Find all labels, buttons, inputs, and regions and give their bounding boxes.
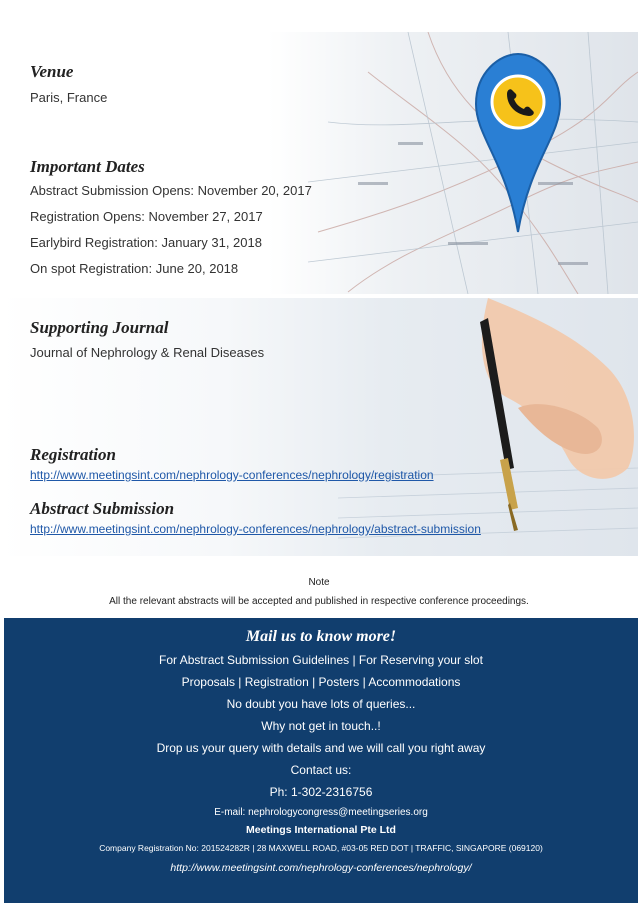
footer-line: Drop us your query with details and we will call you right away [156,741,486,755]
map-background-image [308,32,638,294]
registration-link[interactable]: http://www.meetingsint.com/nephrology-conferences/nephrology/registration [30,468,434,482]
date-item: On spot Registration: June 20, 2018 [30,261,239,276]
registration-heading: Registration [30,445,116,464]
footer-line: Proposals | Registration | Posters | Accommodations [181,675,461,689]
mail-us-title: Mail us to know more! [245,628,397,645]
hand-pen-image [338,298,638,556]
date-item: Registration Opens: November 27, 2017 [30,209,263,224]
footer-line: Why not get in touch..! [261,719,381,733]
phone-number: Ph: 1-302-2316756 [269,785,373,799]
company-registration: Company Registration No: 201524282R | 28 MAXWELL ROAD, #03-05 RED DOT | TRAFFIC, SINGAPORE (069120) [99,843,543,853]
note-title: Note [308,577,330,588]
email-address[interactable]: E-mail: nephrologycongress@meetingseries.org [214,807,428,818]
abstract-submission-link[interactable]: http://www.meetingsint.com/nephrology-conferences/nephrology/abstract-submission [30,522,481,536]
date-item: Abstract Submission Opens: November 20, 2017 [30,183,312,198]
supporting-journal-value: Journal of Nephrology & Renal Diseases [30,345,265,360]
contact-footer [4,618,638,903]
supporting-journal-heading: Supporting Journal [30,318,169,337]
abstract-submission-heading: Abstract Submission [30,499,175,518]
website-link[interactable]: http://www.meetingsint.com/nephrology-conferences/nephrology/ [170,862,472,874]
company-name: Meetings International Pte Ltd [246,824,396,836]
important-dates-heading: Important Dates [30,157,145,176]
footer-line: For Abstract Submission Guidelines | For Reserving your slot [159,653,483,667]
footer-line: No doubt you have lots of queries... [226,697,416,711]
venue-value: Paris, France [30,90,108,105]
venue-heading: Venue [30,62,74,81]
date-item: Earlybird Registration: January 31, 2018 [30,235,262,250]
footer-line: Contact us: [290,763,352,777]
note-text: All the relevant abstracts will be accepted and published in respective conference proceedings. [109,596,529,607]
map-pin-phone-icon [476,54,560,232]
